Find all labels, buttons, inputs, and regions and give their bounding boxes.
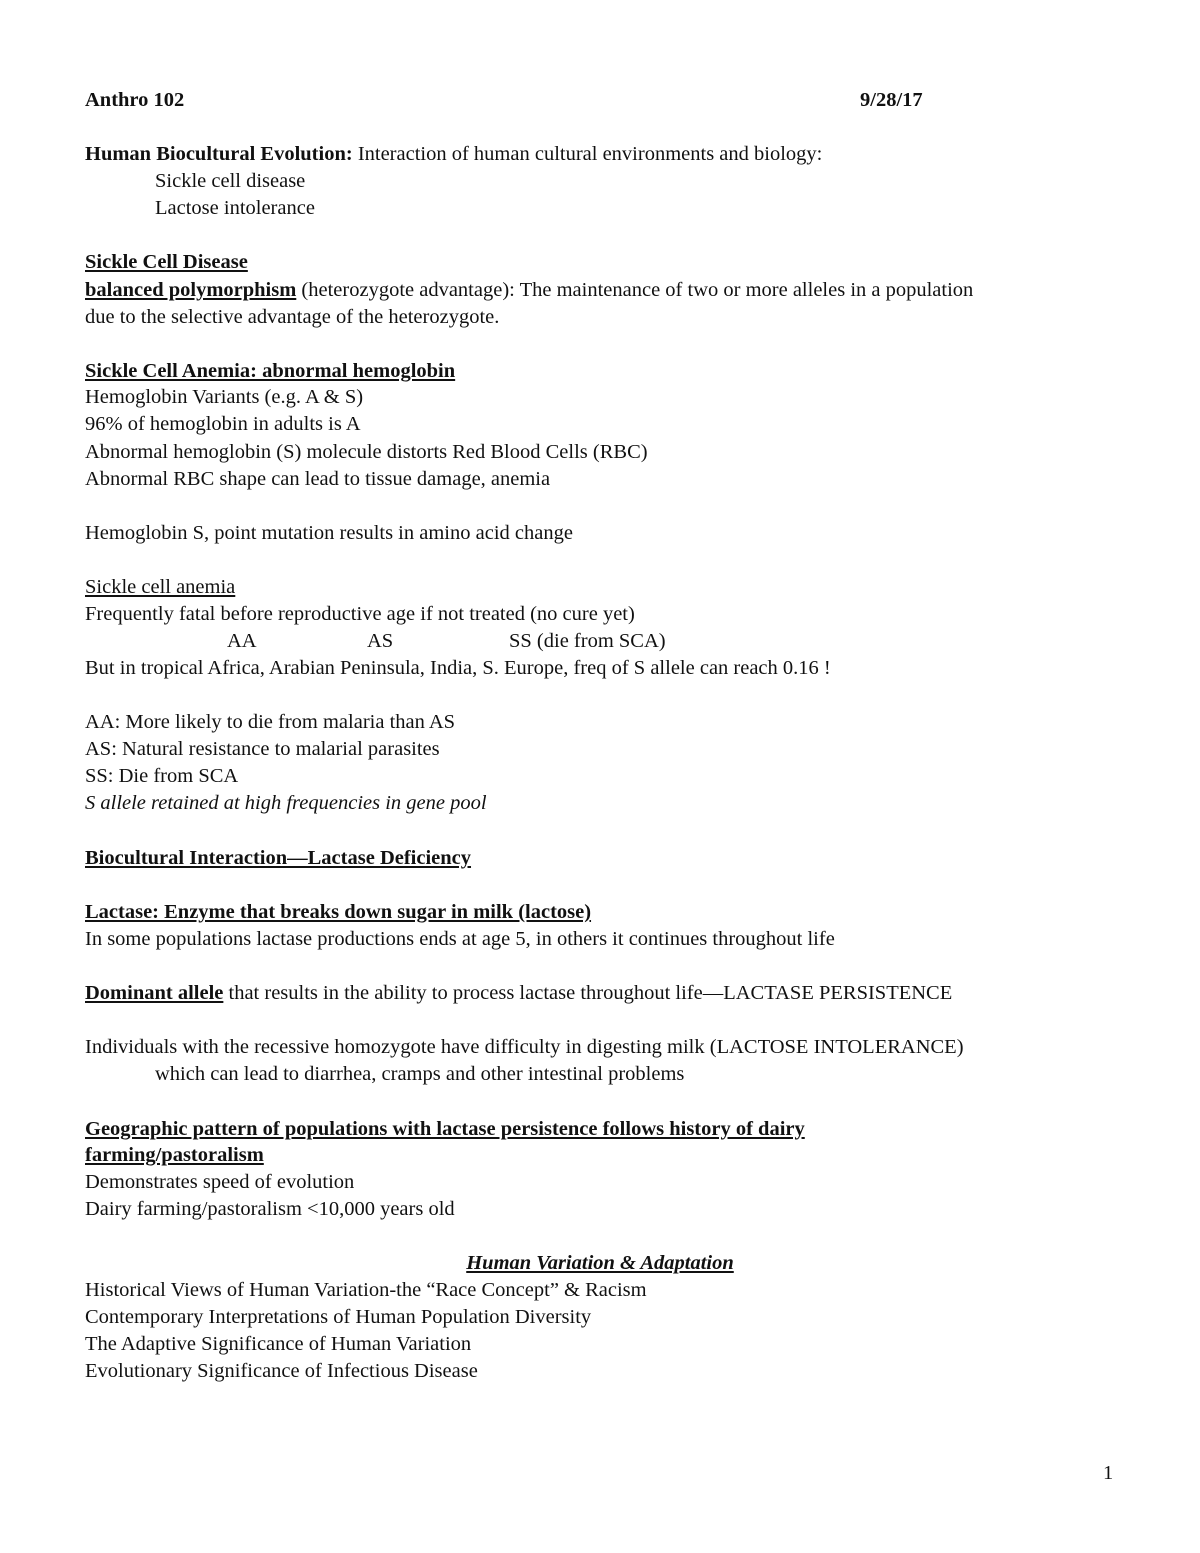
anemia-line: Hemoglobin Variants (e.g. A & S) bbox=[85, 386, 364, 408]
genotype-note: SS: Die from SCA bbox=[85, 765, 239, 787]
conclusion-line: S allele retained at high frequencies in gene pool bbox=[85, 792, 487, 814]
lactase-definition-heading: Lactase: Enzyme that breaks down sugar in milk (lactose) bbox=[85, 901, 592, 923]
variation-topic: The Adaptive Significance of Human Variation bbox=[85, 1333, 472, 1355]
fatal-line: Frequently fatal before reproductive age if not treated (no cure yet) bbox=[85, 603, 635, 625]
recessive-line: Individuals with the recessive homozygote have difficulty in digesting milk (LACTOSE INTOLERANCE) bbox=[85, 1036, 964, 1058]
balanced-polymorphism-line bbox=[85, 277, 973, 303]
geographic-line: Demonstrates speed of evolution bbox=[85, 1171, 355, 1193]
intro-term: Human Biocultural Evolution: bbox=[85, 143, 353, 165]
genotype-ss: SS (die from SCA) bbox=[509, 630, 666, 652]
variation-topic: Historical Views of Human Variation-the “Race Concept” & Racism bbox=[85, 1279, 647, 1301]
anemia-line: Abnormal RBC shape can lead to tissue damage, anemia bbox=[85, 468, 551, 490]
populations-line: In some populations lactase productions ends at age 5, in others it continues throughout life bbox=[85, 928, 835, 950]
subsection-heading-sickle-cell-anemia: Sickle cell anemia bbox=[85, 576, 236, 598]
variation-topic: Contemporary Interpretations of Human Population Diversity bbox=[85, 1306, 592, 1328]
dominant-allele-rest: that results in the ability to process lactase throughout life—LACTASE PERSISTENCE bbox=[223, 982, 953, 1004]
genotype-as: AS bbox=[367, 630, 394, 652]
balanced-polymorphism-definition: (heterozygote advantage): The maintenance of two or more alleles in a population bbox=[296, 279, 974, 301]
balanced-polymorphism-term: balanced polymorphism bbox=[85, 279, 297, 301]
tropical-line: But in tropical Africa, Arabian Peninsula, India, S. Europe, freq of S allele can reach 0.16 ! bbox=[85, 657, 831, 679]
dominant-allele-term: Dominant allele bbox=[85, 982, 224, 1004]
intro-item: Lactose intolerance bbox=[155, 197, 315, 219]
section-heading-sickle-cell-disease: Sickle Cell Disease bbox=[85, 251, 248, 273]
page-number: 1 bbox=[1103, 1462, 1114, 1484]
anemia-line: Abnormal hemoglobin (S) molecule distorts Red Blood Cells (RBC) bbox=[85, 441, 648, 463]
lecture-date: 9/28/17 bbox=[860, 89, 923, 111]
intro-definition: Interaction of human cultural environments and biology: bbox=[352, 143, 823, 165]
course-title: Anthro 102 bbox=[85, 89, 185, 111]
recessive-continuation: which can lead to diarrhea, cramps and other intestinal problems bbox=[155, 1063, 685, 1085]
genotype-note: AA: More likely to die from malaria than AS bbox=[85, 711, 456, 733]
genotype-note: AS: Natural resistance to malarial parasites bbox=[85, 738, 440, 760]
balanced-polymorphism-continuation: due to the selective advantage of the heterozygote. bbox=[85, 306, 500, 328]
intro-line bbox=[85, 141, 822, 167]
anemia-line: 96% of hemoglobin in adults is A bbox=[85, 413, 361, 435]
section-heading-sickle-cell-anemia: Sickle Cell Anemia: abnormal hemoglobin bbox=[85, 360, 456, 382]
intro-item: Sickle cell disease bbox=[155, 170, 306, 192]
variation-topic: Evolutionary Significance of Infectious Disease bbox=[85, 1360, 478, 1382]
dominant-allele-line bbox=[85, 980, 952, 1006]
geographic-heading: Geographic pattern of populations with lactase persistence follows history of dairy bbox=[85, 1118, 805, 1140]
geographic-heading-continuation: farming/pastoralism bbox=[85, 1144, 264, 1166]
section-heading-lactase-deficiency: Biocultural Interaction—Lactase Deficiency bbox=[85, 847, 472, 869]
genotype-aa: AA bbox=[227, 630, 257, 652]
section-heading-human-variation: Human Variation & Adaptation bbox=[466, 1252, 734, 1274]
geographic-line: Dairy farming/pastoralism <10,000 years old bbox=[85, 1198, 455, 1220]
mutation-line: Hemoglobin S, point mutation results in amino acid change bbox=[85, 522, 573, 544]
